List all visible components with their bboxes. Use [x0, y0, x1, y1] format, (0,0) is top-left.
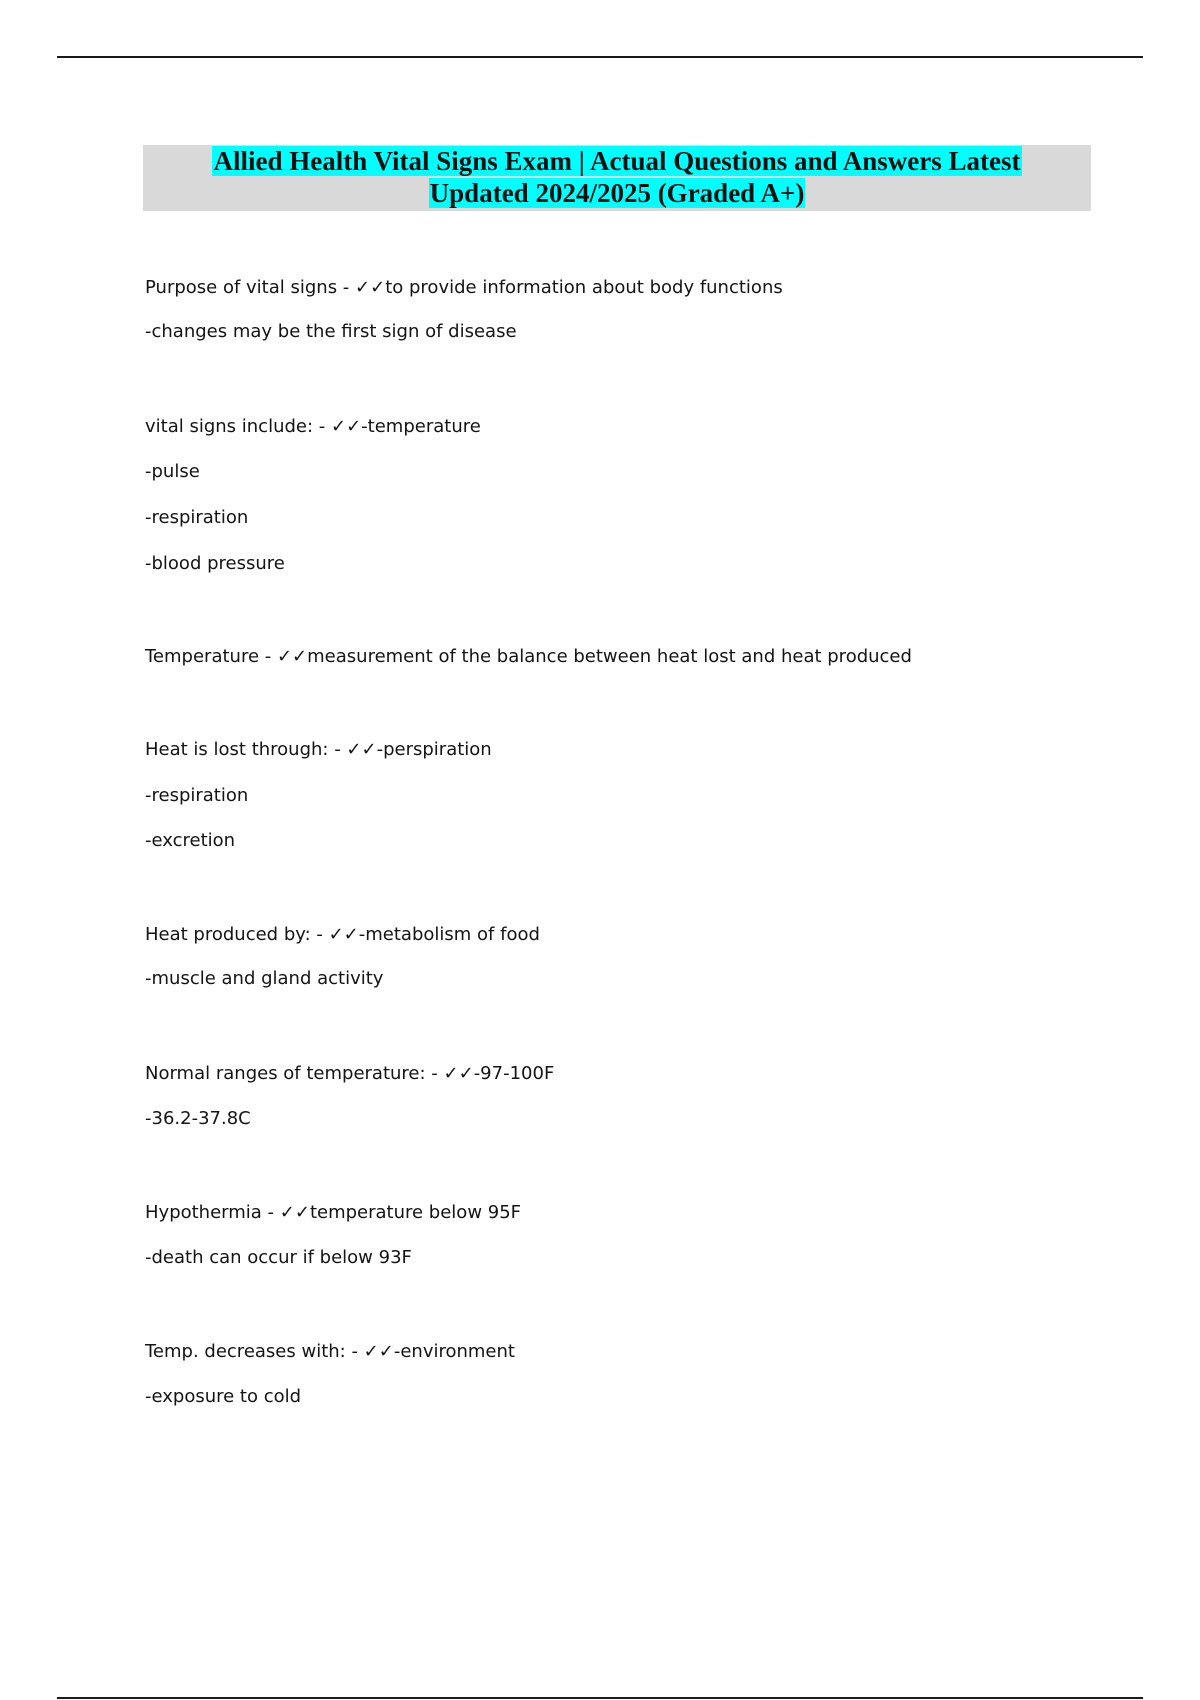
- qa-answer-line: -pulse: [145, 461, 200, 482]
- question-text: Heat is lost through: -: [145, 739, 347, 760]
- qa-answer-line: -exposure to cold: [145, 1386, 302, 1407]
- qa-answer-line: -respiration: [145, 785, 249, 806]
- qa-answer-line: -excretion: [145, 830, 236, 851]
- qa-question-line: [145, 277, 783, 299]
- double-check-icon: ✓✓: [328, 924, 359, 945]
- qa-answer-line: -36.2-37.8C: [145, 1108, 251, 1129]
- question-text: Hypothermia -: [145, 1202, 280, 1223]
- qa-answer-line: -respiration: [145, 507, 249, 528]
- double-check-icon: ✓✓: [363, 1341, 394, 1362]
- title-text-1: Allied Health Vital Signs Exam | Actual Questions and Answers Latest: [213, 146, 1021, 176]
- double-check-icon: ✓✓: [276, 646, 308, 667]
- double-check-icon: ✓✓: [443, 1063, 474, 1084]
- qa-question-line: [145, 739, 492, 761]
- double-check-icon: ✓✓: [279, 1202, 310, 1223]
- answer-text: -metabolism of food: [358, 924, 540, 945]
- title-line-1: [143, 145, 1091, 177]
- qa-answer-line: -death can occur if below 93F: [145, 1247, 412, 1268]
- answer-text: to provide information about body functions: [385, 277, 783, 298]
- answer-text: -perspiration: [376, 739, 492, 760]
- title-text-2: Updated 2024/2025 (Graded A+): [429, 178, 805, 208]
- qa-answer-line: -changes may be the first sign of disease: [145, 321, 517, 342]
- qa-question-line: [145, 924, 540, 946]
- double-check-icon: ✓✓: [346, 739, 377, 760]
- qa-question-line: [145, 1202, 521, 1224]
- footer-rule: [57, 1697, 1143, 1699]
- question-text: Normal ranges of temperature: -: [145, 1063, 444, 1084]
- qa-answer-line: -blood pressure: [145, 553, 285, 574]
- qa-question-line: [145, 646, 912, 668]
- answer-text: measurement of the balance between heat lost and heat produced: [307, 646, 912, 667]
- question-text: Heat produced by: -: [145, 924, 329, 945]
- document-title-box: [143, 145, 1091, 211]
- question-text: Temperature -: [145, 646, 277, 667]
- question-text: Temp. decreases with: -: [145, 1341, 364, 1362]
- answer-text: -97-100F: [473, 1063, 555, 1084]
- qa-question-line: [145, 1063, 554, 1085]
- double-check-icon: ✓✓: [355, 277, 386, 298]
- title-line-2: [143, 177, 1091, 209]
- answer-text: -environment: [393, 1341, 515, 1362]
- header-rule: [57, 56, 1143, 58]
- qa-question-line: [145, 1341, 515, 1363]
- question-text: Purpose of vital signs -: [145, 277, 356, 298]
- question-text: vital signs include: -: [145, 416, 331, 437]
- answer-text: -temperature: [361, 416, 481, 437]
- double-check-icon: ✓✓: [331, 416, 362, 437]
- qa-question-line: [145, 416, 481, 438]
- qa-answer-line: -muscle and gland activity: [145, 968, 384, 989]
- answer-text: temperature below 95F: [309, 1202, 522, 1223]
